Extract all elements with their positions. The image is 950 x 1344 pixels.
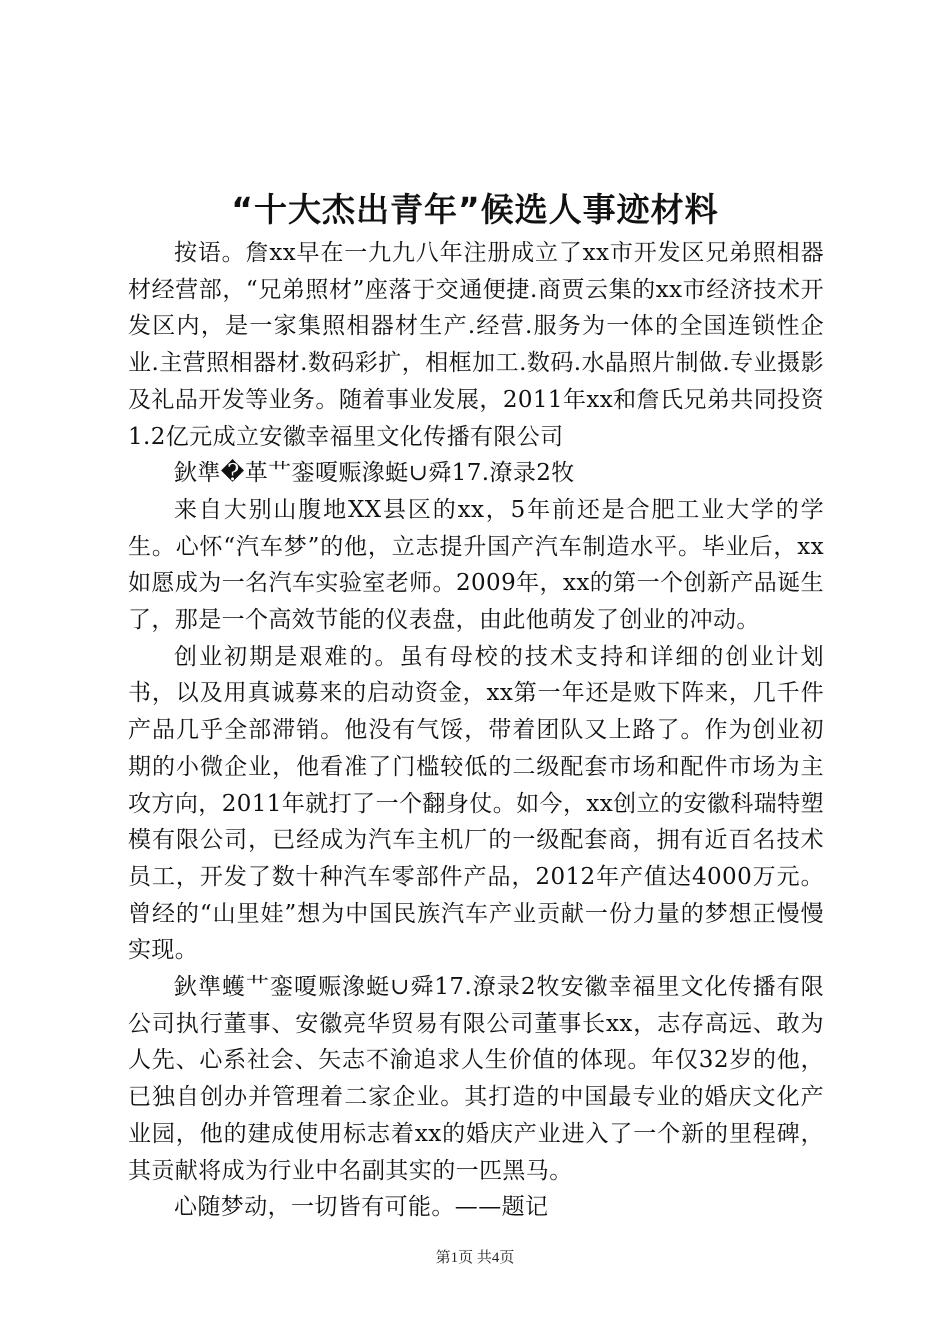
paragraph-background: 来自大别山腹地XX县区的xx，5年前还是合肥工业大学的学生。心怀“汽车梦”的他，立志提升国产汽车制造水平。毕业后，xx如愿成为一名汽车实验室老师。2009年，xx的第一个创新产品诞生了，那是一个高效节能的仪表盘，由此他萌发了创业的冲动。: [128, 496, 824, 634]
paragraph-garbled-heading: 鈥準�革艹銮嗄赈潒蜓∪舜17.潦录2牧: [174, 460, 575, 487]
page-number-footer: 第1页 共4页: [435, 1250, 515, 1266]
paragraph-epigraph: 心随梦动，一切皆有可能。——题记: [174, 1194, 549, 1221]
paragraph-foreword: 按语。詹xx早在一九九八年注册成立了xx市开发区兄弟照相器材经营部，“兄弟照材”座落于交通便捷.商贾云集的xx市经济技术开发区内，是一家集照相器材生产.经营.服务为一体的全国连锁性企业.主营照相器材.数码彩扩，相框加工.数码.水晶照片制做.专业摄影及礼品开发等业务。随着事业发展，2011年xx和詹氏兄弟共同投资1.2亿元成立安徽幸福里文化传播有限公司: [128, 240, 824, 450]
document-body: [128, 235, 824, 1226]
paragraph-startup: 创业初期是艰难的。虽有母校的技术支持和详细的创业计划书，以及用真诚募来的启动资金，xx第一年还是败下阵来，几千件产品几乎全部滞销。他没有气馁，带着团队又上路了。作为创业初期的小微企业，他看准了门槛较低的二级配套市场和配件市场为主攻方向，2011年就打了一个翻身仗。如今，xx创立的安徽科瑞特塑模有限公司，已经成为汽车主机厂的一级配套商，拥有近百名技术员工，开发了数十种汽车零部件产品，2012年产值达4000万元。曾经的“山里娃”想为中国民族汽车产业贡献一份力量的梦想正慢慢实现。: [128, 643, 824, 964]
paragraph-achievements: 鈥準蠖艹銮嗄赈潒蜓∪舜17.潦录2牧安徽幸福里文化传播有限公司执行董事、安徽亮华贸易有限公司董事长xx，志存高远、敢为人先、心系社会、矢志不渝追求人生价值的体现。年仅32岁的他，已独自创办并管理着二家企业。其打造的中国最专业的婚庆文化产业园，他的建成使用标志着xx的婚庆产业进入了一个新的里程碑，其贡献将成为行业中名副其实的一匹黑马。: [128, 974, 824, 1184]
document-title: “十大杰出青年”候选人事迹材料: [231, 190, 719, 229]
